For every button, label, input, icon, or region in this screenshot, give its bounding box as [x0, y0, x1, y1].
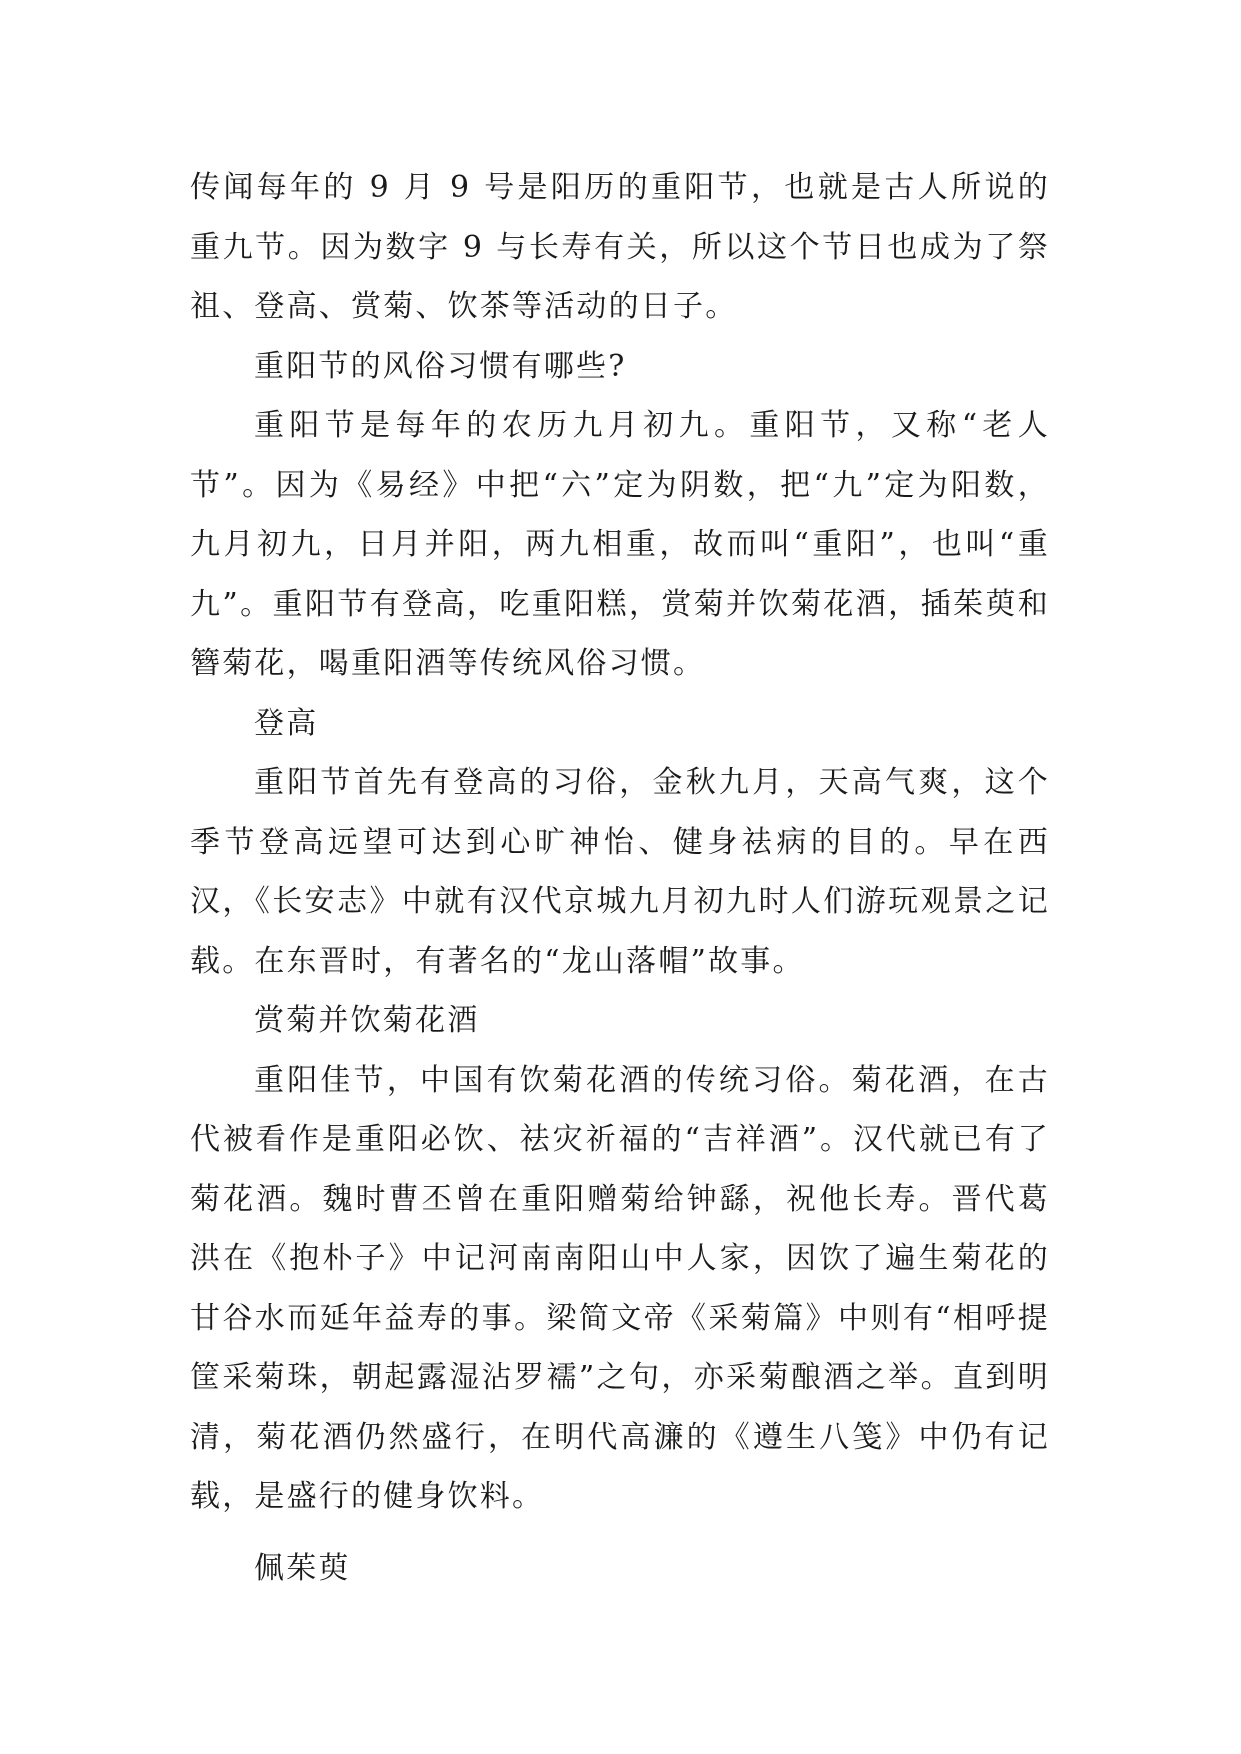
- heading-chrysanthemum: 赏菊并饮菊花酒: [254, 1003, 480, 1038]
- paragraph-climbing: 重阳节首先有登高的习俗，金秋九月，天高气爽，这个季节登高远望可达到心旷神怡、健身祛病的目的。早在西汉，《长安志》中就有汉代京城九月初九时人们游玩观景之记载。在东晋时，有著名的“龙山落帽”故事。: [190, 765, 1050, 979]
- heading-climbing: 登高: [254, 705, 319, 741]
- paragraph-intro: 传闻每年的 9 月 9 号是阳历的重阳节，也就是古人所说的重九节。因为数字 9 与长寿有关，所以这个节日也成为了祭祖、登高、赏菊、饮茶等活动的日子。: [190, 170, 1050, 324]
- paragraph-customs: 重阳节是每年的农历九月初九。重阳节，又称“老人节”。因为《易经》中把“六”定为阴数，把“九”定为阳数，九月初九，日月并阳，两九相重，故而叫“重阳”，也叫“重九”。重阳节有登高，吃重阳糕，赏菊并饮菊花酒，插茱萸和簪菊花，喝重阳酒等传统风俗习惯。: [190, 408, 1050, 681]
- heading-customs: 重阳节的风俗习惯有哪些?: [254, 348, 627, 384]
- heading-zhuyu: 佩茱萸: [254, 1550, 351, 1586]
- paragraph-chrysanthemum: 重阳佳节，中国有饮菊花酒的传统习俗。菊花酒，在古代被看作是重阳必饮、祛灾祈福的“吉祥酒”。汉代就已有了菊花酒。魏时曹丕曾在重阳赠菊给钟繇，祝他长寿。晋代葛洪在《抱朴子》中记河南南阳山中人家，因饮了遍生菊花的甘谷水而延年益寿的事。梁简文帝《采菊篇》中则有“相呼提筐采菊珠，朝起露湿沾罗襦”之句，亦采菊酿酒之举。直到明清，菊花酒仍然盛行，在明代高濂的《遵生八笺》中仍有记载，是盛行的健身饮料。: [190, 1062, 1050, 1514]
- document-body: [190, 158, 1050, 1598]
